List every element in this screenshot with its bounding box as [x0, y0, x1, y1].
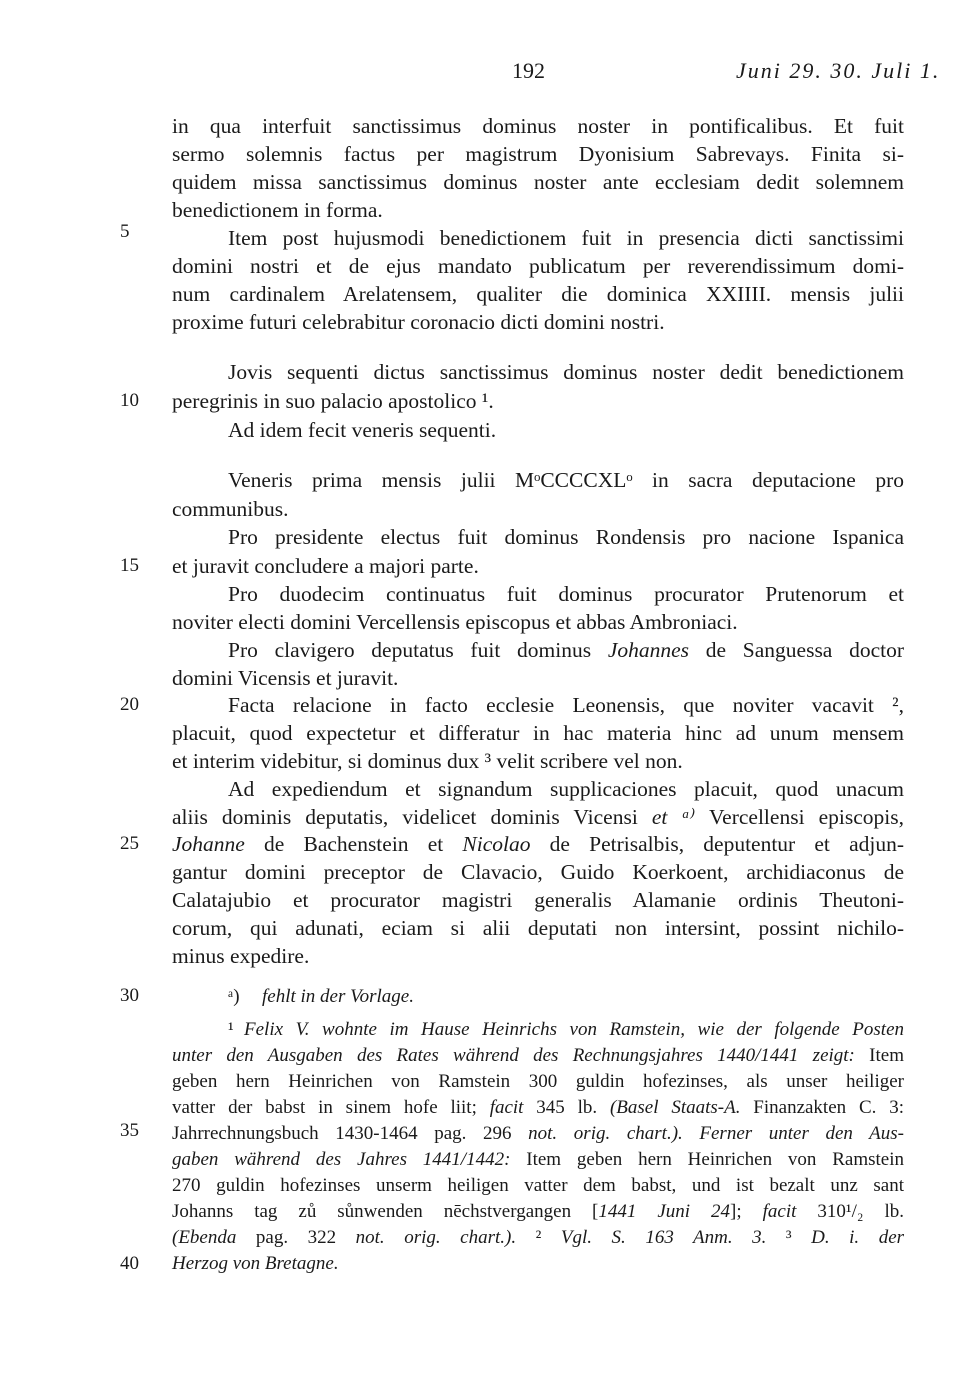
person-name: Nicolao — [462, 832, 531, 856]
footnote-text: not. orig. chart.). Ferner unter den Aus- — [528, 1123, 905, 1144]
body-line: quidem missa sanctissimus dominus noster ante ecclesiam dedit solemnem — [172, 170, 904, 194]
body-line: corum, qui adunati, eciam si alii deputati non intersint, possint nichilo- — [172, 916, 904, 940]
body-line: sermo solemnis factus per magistrum Dyonisium Sabrevays. Finita si- — [172, 142, 904, 166]
footnote-line — [172, 1199, 904, 1225]
footnote-text: Finanzakten C. 3: — [740, 1097, 904, 1118]
footnote-text: 1441 Juni 24 — [598, 1201, 731, 1222]
footnote-a: fehlt in der Vorlage. — [262, 986, 414, 1007]
line-number: 20 — [120, 694, 139, 715]
person-name: Johanne — [172, 832, 245, 856]
footnote-text: D. i. der — [811, 1227, 905, 1248]
body-text: de Bachenstein et — [244, 832, 463, 856]
body-line: et interim videbitur, si dominus dux ³ velit scribere vel non. — [172, 749, 683, 773]
line-number: 40 — [120, 1253, 139, 1274]
body-line: noviter electi domini Vercellensis episcopus et abbas Ambroniaci. — [172, 610, 738, 634]
footnote-line — [172, 1121, 904, 1147]
footnote-text: 310¹/₂ lb. — [796, 1201, 904, 1222]
line-number: 5 — [120, 221, 130, 242]
editorial-insertion: et ᵃ⁾ — [651, 805, 696, 829]
footnote-mark: ¹ — [228, 1019, 234, 1040]
footnote-line — [172, 1043, 904, 1069]
footnote-line — [172, 1225, 904, 1251]
body-text: Vercellensi episcopis, — [695, 805, 905, 829]
footnote-text: Jahrrechnungsbuch 1430-1464 pag. 296 — [172, 1123, 529, 1144]
body-line: communibus. — [172, 497, 289, 521]
footnote-line — [172, 1095, 904, 1121]
body-line: Facta relacione in facto ecclesie Leonensis, que noviter vacavit ², — [228, 693, 904, 717]
body-line — [228, 636, 904, 664]
line-number: 25 — [120, 833, 139, 854]
line-number: 35 — [120, 1120, 139, 1141]
body-line: Jovis sequenti dictus sanctissimus dominus noster dedit benedictionem — [228, 360, 904, 384]
person-name: Johannes — [607, 638, 690, 662]
body-line: domini nostri et de ejus mandato publicatum per reverendissimum domi- — [172, 254, 904, 278]
footnote-mark: ³ — [785, 1227, 812, 1248]
footnote-line: 270 guldin hofezinses unserm heiligen vatter dem babst, und ist bezalt unz sant — [172, 1175, 904, 1196]
body-text: de Sanguessa doctor — [689, 638, 905, 662]
footnote-text: unter den Ausgaben des Rates während des Rechnungsjahres 1440/1441 zeigt: — [172, 1045, 855, 1066]
body-line: benedictionem in forma. — [172, 198, 383, 222]
body-line: gantur domini preceptor de Clavacio, Guido Koerkoent, archidiaconus de — [172, 860, 904, 884]
body-line: num cardinalem Arelatensem, qualiter die dominica XXIIII. mensis julii — [172, 282, 904, 306]
footnote-text: facit — [762, 1201, 797, 1222]
body-line: domini Vicensis et juravit. — [172, 666, 399, 690]
footnote-text: not. orig. chart.). — [355, 1227, 517, 1248]
body-line: minus expedire. — [172, 944, 310, 968]
footnote-text: 345 lb. — [523, 1097, 610, 1118]
page-number: 192 — [512, 58, 545, 83]
body-text: de Petrisalbis, deputentur et adjun- — [530, 832, 904, 856]
line-number: 30 — [120, 985, 139, 1006]
footnote-text: pag. 322 — [236, 1227, 356, 1248]
footnote-mark: ² — [535, 1227, 561, 1248]
footnote-text: vatter der babst in sinem hofe liit; — [172, 1097, 490, 1118]
line-number: 15 — [120, 555, 139, 576]
running-title: Juni 29. 30. Juli 1. — [736, 58, 941, 83]
footnote-text: ]; — [730, 1201, 763, 1222]
body-line: in qua interfuit sanctissimus dominus noster in pontificalibus. Et fuit — [172, 114, 904, 138]
footnote-line — [172, 1147, 904, 1173]
footnote-mark: ᵃ) — [228, 986, 240, 1007]
footnote-line: Herzog von Bretagne. — [172, 1253, 339, 1274]
body-line: Ad idem fecit veneris sequenti. — [228, 418, 497, 442]
footnote-line: Felix V. wohnte im Hause Heinrichs von Ramstein, wie der folgende Posten — [244, 1019, 904, 1040]
body-line: Ad expediendum et signandum supplicaciones placuit, quod unacum — [228, 777, 904, 801]
footnote-text: gaben während des Jahres 1441/1442: — [172, 1149, 511, 1170]
footnote-text: (Basel Staats-A. — [609, 1097, 741, 1118]
footnote-text: Johanns tag zů sůnwenden nēchstvergangen [ — [172, 1201, 599, 1222]
body-line: Pro presidente electus fuit dominus Rondensis pro nacione Ispanica — [228, 525, 904, 549]
body-line: et juravit concludere a majori parte. — [172, 554, 479, 578]
footnote-text: Item geben hern Heinrichen von Ramstein — [510, 1149, 904, 1170]
body-line: proxime futuri celebrabitur coronacio dicti domini nostri. — [172, 310, 665, 334]
body-line: Calatajubio et procurator magistri generalis Alamanie ordinis Theutoni- — [172, 888, 904, 912]
body-line: Veneris prima mensis julii MᵒCCCCXLᵒ in sacra deputacione pro — [228, 468, 904, 492]
body-line: Item post hujusmodi benedictionem fuit in presencia dicti sanctissimi — [228, 226, 904, 250]
body-line — [172, 803, 904, 831]
footnote-text: facit — [489, 1097, 524, 1118]
footnote-line: geben hern Heinrichen von Ramstein 300 guldin hofezinses, als unser heiliger — [172, 1071, 904, 1092]
body-text: aliis dominis deputatis, videlicet dominis Vicensi — [172, 805, 652, 829]
body-line: peregrinis in suo palacio apostolico ¹. — [172, 389, 494, 413]
line-number: 10 — [120, 390, 139, 411]
body-line: placuit, quod expectetur et differatur in hac materia hinc ad unum mensem — [172, 721, 904, 745]
footnote-text: (Ebenda — [172, 1227, 237, 1248]
page-header — [0, 58, 960, 88]
footnote-text: Item — [854, 1045, 904, 1066]
body-text: Pro clavigero deputatus fuit dominus — [228, 638, 608, 662]
body-line: Pro duodecim continuatus fuit dominus procurator Prutenorum et — [228, 582, 904, 606]
body-line — [172, 830, 904, 858]
footnote-text: Vgl. S. 163 Anm. 3. — [560, 1227, 767, 1248]
